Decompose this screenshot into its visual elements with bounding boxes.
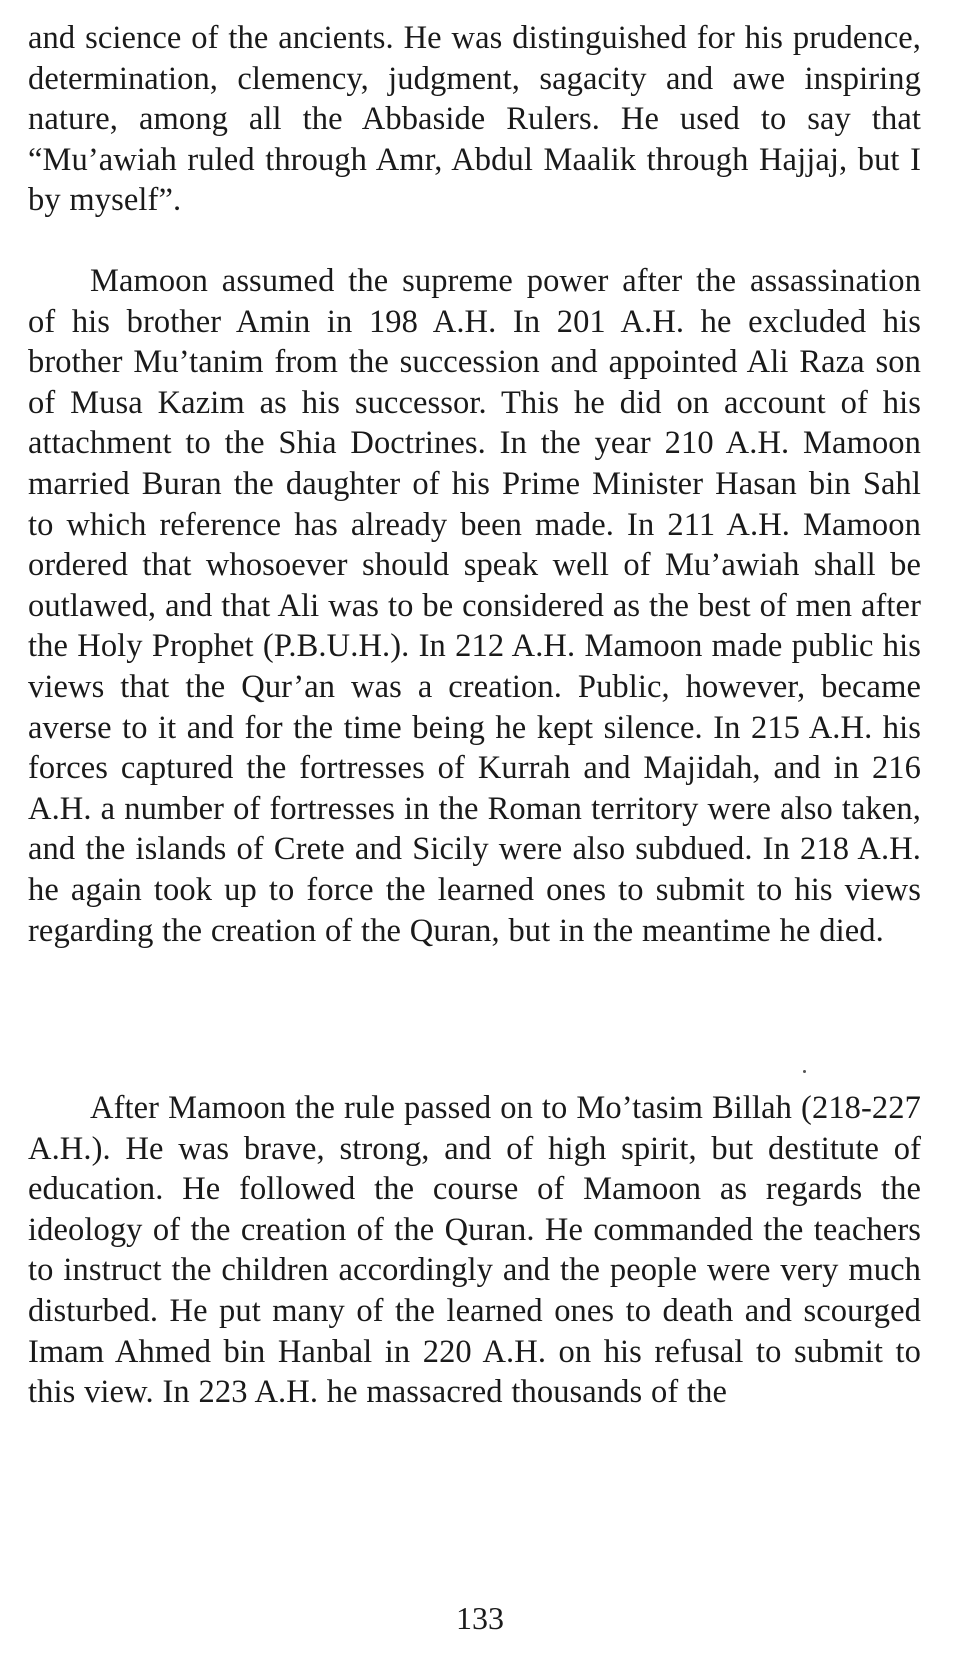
scan-speck bbox=[803, 1070, 806, 1073]
page-number: 133 bbox=[456, 1600, 504, 1636]
paragraph-2: Mamoon assumed the supreme power after the assassination of his brother Amin in 198 A.H. In 201 A.H. he excluded his brother Mu’tanim from the succession and appointed Ali Raza son of Musa Kazim as his successor. This he did on account of his attachment to the Shia Doctrines. In the year 210 A.H. Mamoon married Buran the daughter of his Prime Minister Hasan bin Sahl to which reference has already been made. In 211 A.H. Mamoon ordered that whosoever should speak well of Mu’awiah shall be outlawed, and that Ali was to be considered as the best of men after the Holy Prophet (P.B.U.H.). In 212 A.H. Mamoon made public his views that the Qur’an was a creation. Public, however, became averse to it and for the time being he kept silence. In 215 A.H. his forces captured the fortresses of Kurrah and Majidah, and in 216 A.H. a number of fortresses in the Roman territory were also taken, and the islands of Crete and Sicily were also subdued. In 218 A.H. he again took up to force the learned ones to submit to his views regarding the creation of the Quran, but in the meantime he died. bbox=[28, 263, 921, 949]
paragraph-1: and science of the ancients. He was distinguished for his prudence, determination, clemency, judgment, sagacity and awe inspiring nature, among all the Abbaside Rulers. He used to say that “Mu’awiah ruled through Amr, Abdul Maalik through Hajjaj, but I by myself”. bbox=[28, 20, 921, 219]
paragraph-3: After Mamoon the rule passed on to Mo’tasim Billah (218-227 A.H.). He was brave, strong, and of high spirit, but destitute of education. He followed the course of Mamoon as regards the ideology of the creation of the Quran. He commanded the teachers to instruct the children accordingly and the people were very much disturbed. He put many of the learned ones to death and scourged Imam Ahmed bin Hanbal in 220 A.H. on his refusal to submit to this view. In 223 A.H. he massacred thousands of the bbox=[28, 1090, 921, 1411]
